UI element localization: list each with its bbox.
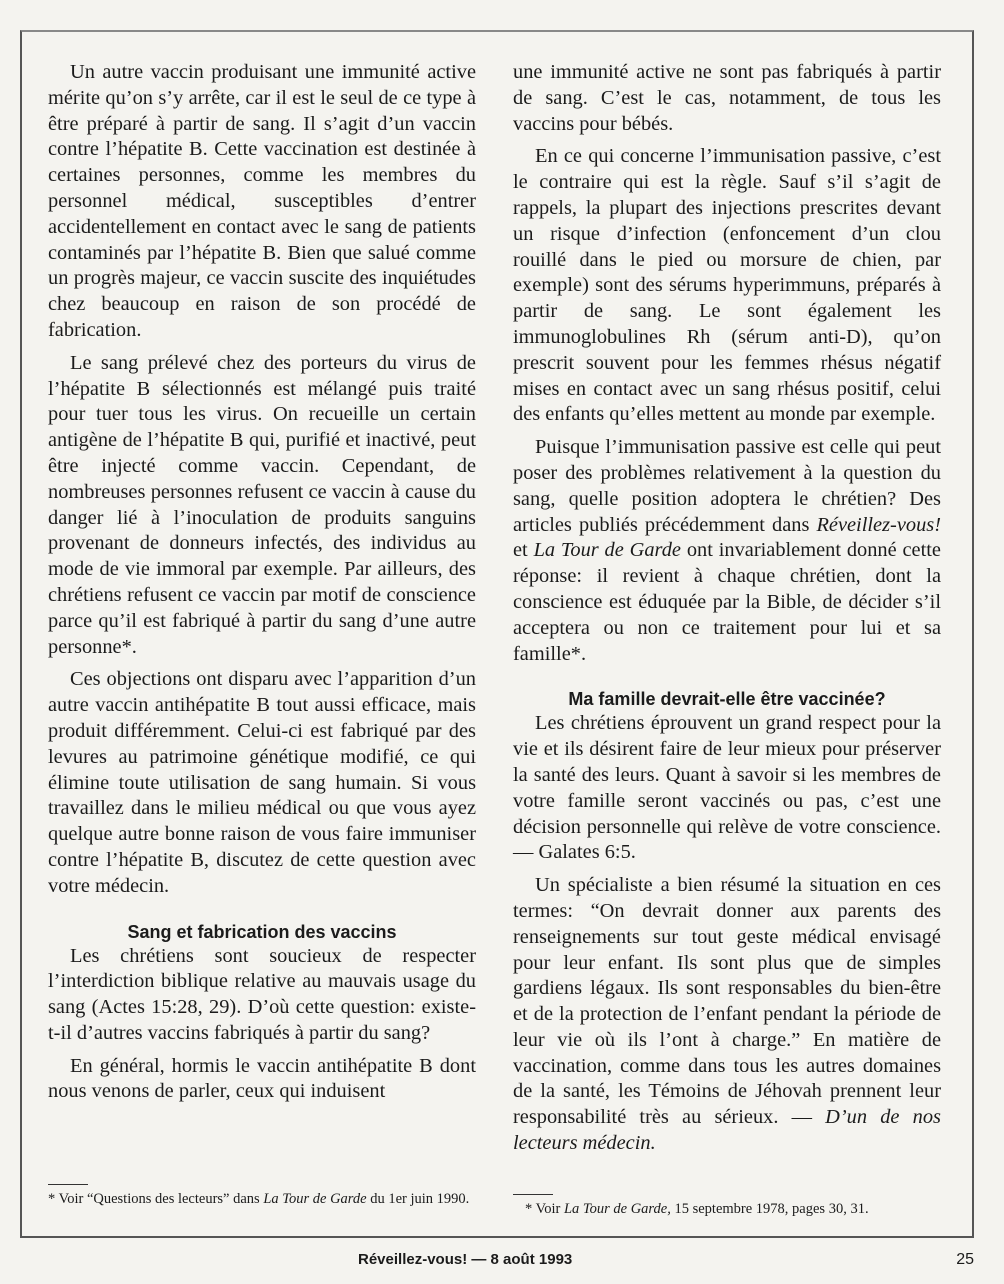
paragraph: Ces objections ont disparu avec l’apparition d’un autre vaccin antihépatite B tout aussi efficace, mais produit différemment. Celui-ci est fabriqué par des levures au patrimoine génétique modifié, ce qui élimine toute utilisation de sang humain. Si vous travaillez dans le milieu médical ou que vous ayez quelque autre bonne raison de vous faire immuniser contre l’hépatite B, discutez de cette question avec votre médecin. xyxy=(48,668,476,897)
paragraph: En ce qui concerne l’immunisation passive, c’est le contraire qui est la règle. Sauf s’il s’agit de rappels, la plupart des injections prescrites devant un risque d’infection (enfoncement d’un clou rouillé dans le pied ou morsure de chien, par exemple) sont des sérums hyperimmuns, préparés à partir de sang. Le sont également les immunoglobulines Rh (sérum anti-D), qu’on prescrit souvent pour les femmes rhésus négatif mises en contact avec un sang rhésus positif, celui des enfants qu’elles mettent au monde par exemple. xyxy=(513,145,941,426)
left-column xyxy=(48,60,476,1112)
paragraph: Un spécialiste a bien résumé la situation en ces termes: “On devrait donner aux parents des renseignements sur tout geste médical envisagé pour leur enfant. Ils sont plus que de simples gardiens légaux. Ils sont responsables du bien-être et de la protection de l’enfant pendant la période de leur vie où ils l’ont à charge.” En matière de vaccination, comme dans tous les autres domaines de la santé, les Témoins de Jéhovah prennent leur responsabilité très au sérieux. — D’un de nos lecteurs médecin. xyxy=(513,874,941,1155)
paragraph: Un autre vaccin produisant une immunité active mérite qu’on s’y arrête, car il est le seul de ce type à être préparé à partir de sang. Il s’agit d’un vaccin contre l’hépatite B. Cette vaccination est destinée à certaines personnes, comme les membres du personnel médical, susceptibles d’entrer accidentellement en contact avec le sang de patients contaminés par l’hépatite B. Bien que salué comme un progrès majeur, ce vaccin suscite des inquiétudes chez beaucoup en raison de son procédé de fabrication. xyxy=(48,61,476,341)
page-number: 25 xyxy=(956,1251,974,1268)
paragraph: Le sang prélevé chez des porteurs du virus de l’hépatite B sélectionnés est mélangé puis traité pour tuer tous les virus. On recueille un certain antigène de l’hépatite B qui, purifié et inactivé, peut être injecté comme vaccin. Cependant, de nombreuses personnes refusent ce vaccin à cause du danger lié à l’inoculation de produits sanguins provenant de donneurs infectés, des individus au mode de vie immoral par exemple. Par ailleurs, des chrétiens refusent ce vaccin par motif de conscience parce qu’il est fabriqué à partir du sang d’une autre personne*. xyxy=(48,351,476,658)
footnote-rule xyxy=(513,1194,553,1195)
paragraph: une immunité active ne sont pas fabriqués à partir de sang. C’est le cas, notamment, de tous les vaccins pour bébés. xyxy=(513,61,941,135)
publication-title: Réveillez-vous! — 8 août 1993 xyxy=(358,1251,573,1268)
right-column xyxy=(513,60,941,1164)
footnote-left: * Voir “Questions des lecteurs” dans La Tour de Garde du 1er juin 1990. xyxy=(48,1191,470,1207)
paragraph: Puisque l’immunisation passive est celle qui peut poser des problèmes relativement à la question du sang, quelle position adoptera le chrétien? Des articles publiés précédemment dans Réveillez-vous! et La Tour de Garde ont invariablement donné cette réponse: il revient à chaque chrétien, dont la conscience est éduquée par la Bible, de décider s’il acceptera ou non ce traitement pour lui et sa famille*. xyxy=(513,436,941,665)
section-heading: Sang et fabrication des vaccins xyxy=(127,921,397,942)
paragraph: Les chrétiens éprouvent un grand respect pour la vie et ils désirent faire de leur mieux pour préserver la santé des leurs. Quant à savoir si les membres de votre famille seront vaccinés ou pas, c’est une décision personnelle qui relève de votre conscience. — Galates 6:5. xyxy=(513,712,941,864)
page-footer xyxy=(0,1246,1004,1276)
paragraph: Les chrétiens sont soucieux de respecter l’interdiction biblique relative au mauvais usage du sang (Actes 15:28, 29). D’où cette question: existe-t-il d’autres vaccins fabriqués à partir du sang? xyxy=(48,944,476,1044)
footnote-rule xyxy=(48,1184,88,1185)
paragraph: En général, hormis le vaccin antihépatite B dont nous venons de parler, ceux qui induisent xyxy=(48,1054,476,1103)
footnote-right: * Voir La Tour de Garde, 15 septembre 1978, pages 30, 31. xyxy=(525,1201,869,1217)
section-heading: Ma famille devrait-elle être vaccinée? xyxy=(568,689,886,710)
